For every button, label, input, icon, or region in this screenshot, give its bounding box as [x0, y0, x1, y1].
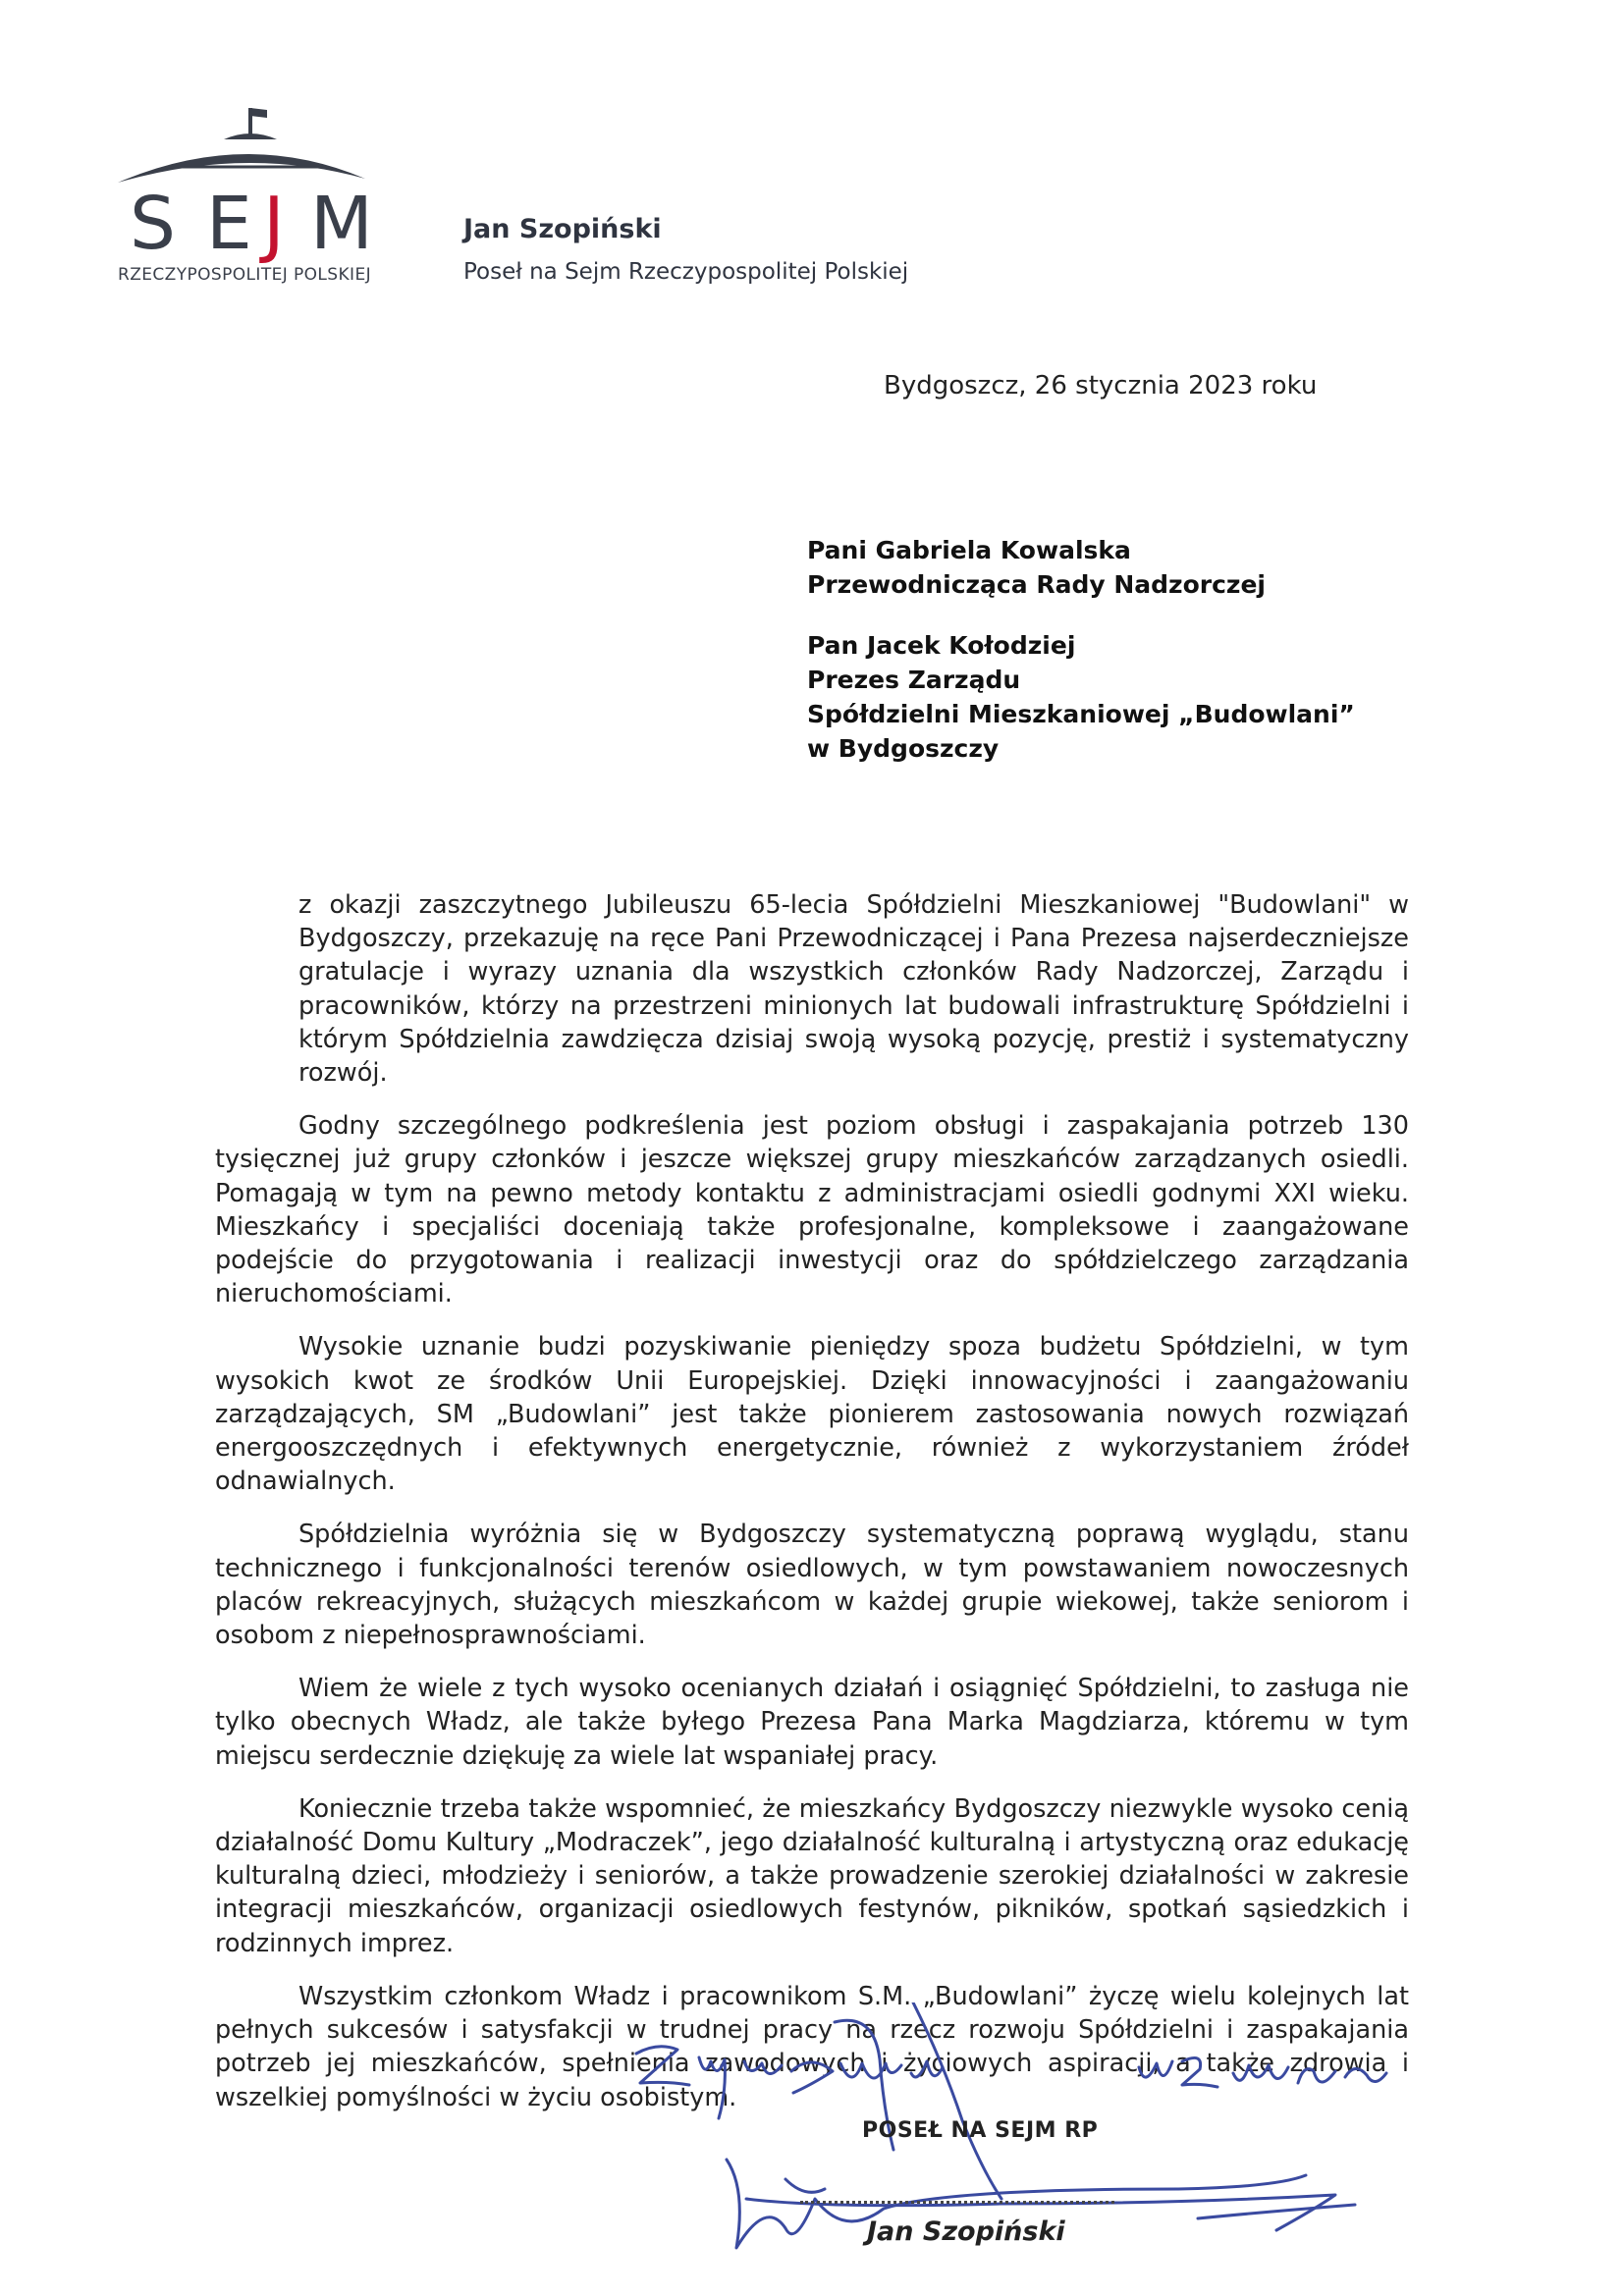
- letter-date: Bydgoszcz, 26 stycznia 2023 roku: [884, 371, 1318, 400]
- sejm-logo: [108, 88, 373, 294]
- logo-letter: J: [263, 182, 287, 266]
- logo-letter: S: [130, 182, 178, 266]
- addressee-block: [807, 533, 1266, 602]
- body-paragraph: z okazji zaszczytnego Jubileuszu 65-lecia Spółdzielni Mieszkaniowej "Budowlani" w Bydgoszczy, przekazuję na ręce Pani Przewodniczącej i Pana Prezesa najserdeczniejsze gratulacje i wyrazy uznania dla wszystkich członków Rady Nadzorczej, Zarządu i pracowników, którzy na przestrzeni minionych lat budowali infrastrukturę Spółdzielni i którym Spółdzielnia zawdzięcza dzisiaj swoją wysoką pozycję, prestiż i systematyczny rozwój.: [298, 890, 1409, 1089]
- addressee-line: w Bydgoszczy: [807, 734, 1000, 763]
- addressee-line: Pan Jacek Kołodziej: [807, 631, 1076, 660]
- body-paragraph: Wysokie uznanie budzi pozyskiwanie pieniędzy spoza budżetu Spółdzielni, w tym wysokich kwot ze środków Unii Europejskiej. Dzięki innowacyjności i zaangażowaniu zarządzających, SM „Budowlani” jest także pionierem zastosowania nowych rozwiązań energooszczędnych i efektywnych energetycznie, również z wykorzystaniem źródeł odnawialnych.: [215, 1332, 1409, 1497]
- addressee-line: Spółdzielni Mieszkaniowej „Budowlani”: [807, 700, 1355, 728]
- sejm-dome-icon: [108, 88, 373, 196]
- letter-body: [215, 888, 1409, 2134]
- signature-role: POSEŁ NA SEJM RP: [862, 2118, 1099, 2143]
- sender-name: Jan Szopiński: [463, 214, 662, 244]
- addressee-line: Prezes Zarządu: [807, 666, 1021, 694]
- body-paragraph: Koniecznie trzeba także wspomnieć, że mieszkańcy Bydgoszczy niezwykle wysoko cenią działalność Domu Kultury „Modraczek”, jego działalność kulturalną i artystyczną oraz edukację kulturalną dzieci, młodzieży i seniorów, a także prowadzenie szerokiej działalności w zakresie integracji mieszkańców, organizacji osiedlowych festynów, pikników, spotkań sąsiedzkich i rodzinnych imprez.: [215, 1793, 1409, 1958]
- body-paragraph: Wszystkim członkom Władz i pracownikom S.M. „Budowlani” życzę wielu kolejnych lat pełnych sukcesów i satysfakcji w trudnej pracy na rzecz rozwoju Spółdzielni i zaspakajania potrzeb jej mieszkańców, spełnienia zawodowych i życiowych aspiracji, a także zdrowia i wszelkiej pomyślności w życiu osobistym.: [215, 1981, 1409, 2112]
- signature-name: Jan Szopiński: [867, 2216, 1065, 2247]
- logo-subtitle: RZECZYPOSPOLITEJ POLSKIEJ: [118, 265, 371, 285]
- body-paragraph: Spółdzielnia wyróżnia się w Bydgoszczy systematyczną poprawą wyglądu, stanu technicznego i funkcjonalności terenów osiedlowych, w tym powstawaniem nowoczesnych placów rekreacyjnych, służących mieszkańcom w każdej grupie wiekowej, także seniorom i osobom z niepełnosprawnościami.: [215, 1520, 1409, 1651]
- signature-block: [589, 2002, 1473, 2287]
- body-paragraph: Godny szczególnego podkreślenia jest poziom obsługi i zaspakajania potrzeb 130 tysięcznej już grupy członków i jeszcze większej grupy mieszkańców zarządzanych osiedli. Pomagają w tym na pewno metody kontaktu z administracjami osiedli godnymi XXI wieku. Mieszkańcy i specjaliści doceniają także profesjonalne, kompleksowe i zaangażowane podejście do przygotowania i realizacji inwestycji oraz do spółdzielczego zarządzania nieruchomościami.: [215, 1111, 1409, 1309]
- body-paragraph: Wiem że wiele z tych wysoko ocenianych działań i osiągnięć Spółdzielni, to zasługa nie tylko obecnych Władz, ale także byłego Prezesa Pana Marka Magdziarza, któremu w tym miejscu serdecznie dziękuję za wiele lat wspaniałej pracy.: [215, 1674, 1409, 1771]
- sejm-wordmark: [126, 182, 375, 270]
- addressee-block: [807, 628, 1355, 766]
- addressee-line: Pani Gabriela Kowalska: [807, 536, 1131, 564]
- logo-letter: E: [206, 182, 254, 266]
- sender-title: Poseł na Sejm Rzeczypospolitej Polskiej: [463, 259, 909, 285]
- signature-dotted-line: [800, 2201, 1114, 2204]
- addressee-line: Przewodnicząca Rady Nadzorczej: [807, 570, 1266, 599]
- logo-letter: M: [310, 182, 375, 266]
